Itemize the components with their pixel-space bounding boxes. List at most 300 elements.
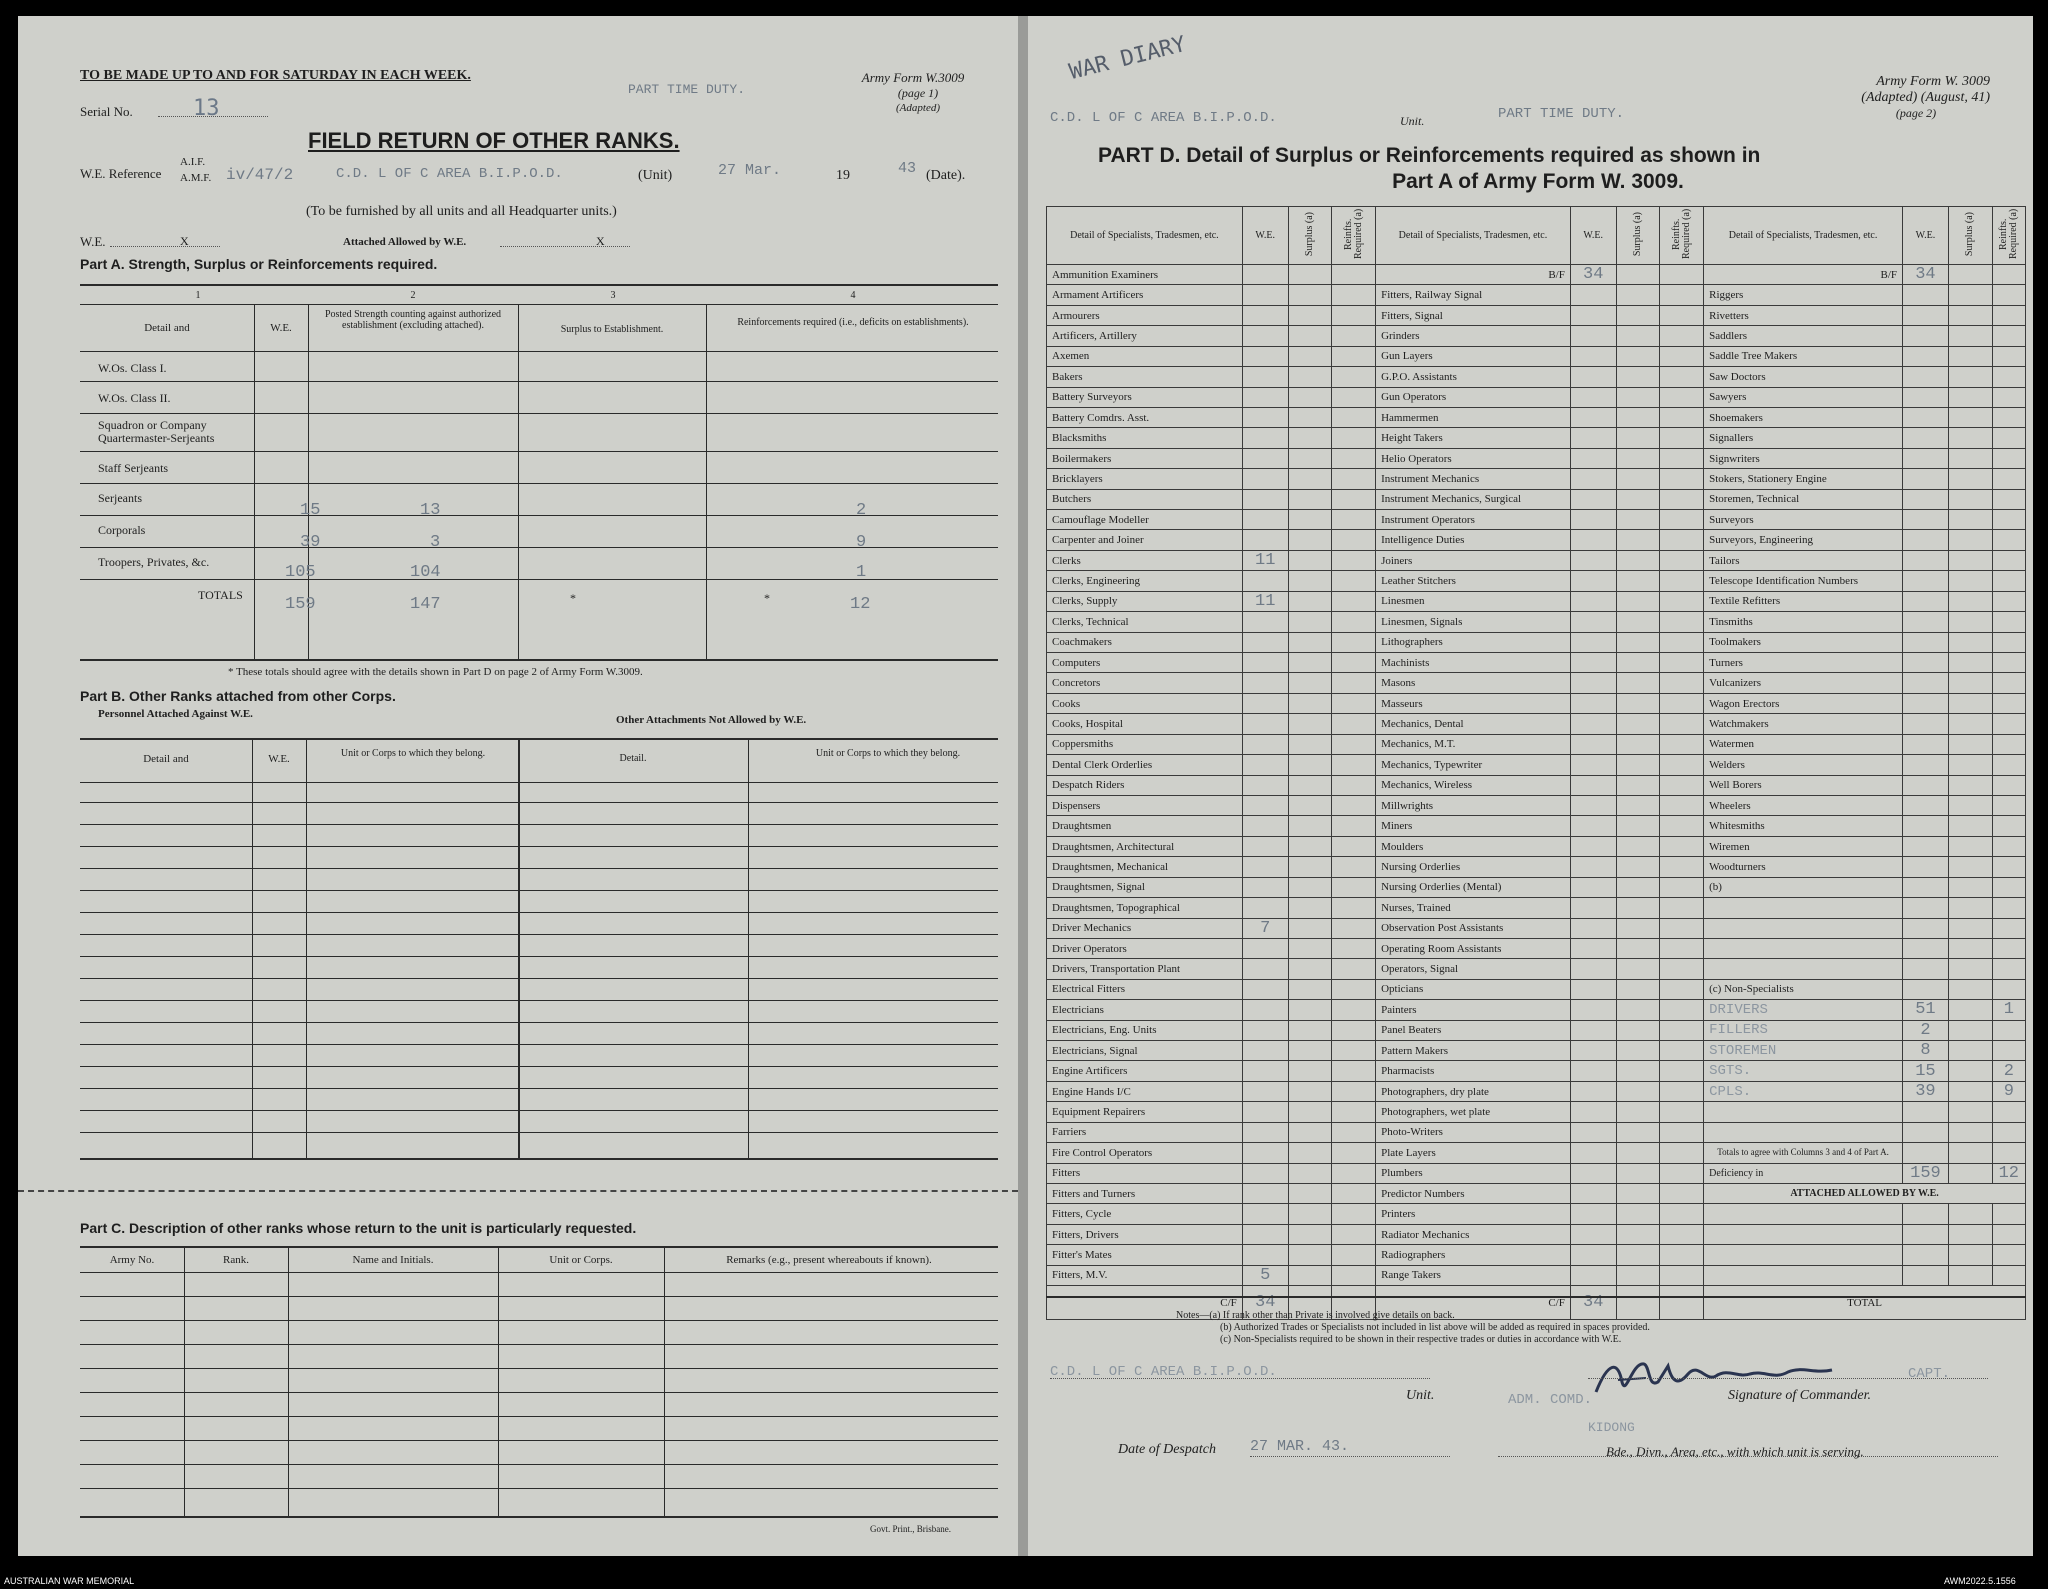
note-a: Notes—(a) If rank other than Private is involved give details on back. bbox=[1176, 1310, 1455, 1321]
sgt-we: 15 bbox=[300, 501, 321, 520]
specialist-we bbox=[1242, 877, 1288, 897]
specialist-name: Mechanics, Typewriter bbox=[1376, 755, 1571, 775]
table-row bbox=[1047, 653, 2026, 673]
specialist-we: 7 bbox=[1242, 918, 1288, 938]
table-row bbox=[1047, 1122, 2026, 1142]
specialist-surplus bbox=[1288, 469, 1332, 489]
specialist-surplus bbox=[1616, 795, 1660, 815]
specialist-reinf bbox=[1332, 1000, 1376, 1020]
specialist-surplus bbox=[1288, 1143, 1332, 1163]
specialist-name: Fire Control Operators bbox=[1047, 1143, 1243, 1163]
table-row bbox=[1047, 836, 2026, 856]
specialist-name: Draughtsmen, Mechanical bbox=[1047, 857, 1243, 877]
specialist-we bbox=[1242, 285, 1288, 305]
table-row bbox=[1047, 407, 2026, 427]
specialist-reinf bbox=[1992, 755, 2025, 775]
specialist-we bbox=[1242, 775, 1288, 795]
specialist-we bbox=[1903, 285, 1949, 305]
part-time-typed-2: PART TIME DUTY. bbox=[1498, 106, 1625, 122]
hdr-we-1: W.E. bbox=[1242, 207, 1288, 265]
specialist-surplus bbox=[1948, 367, 1992, 387]
total-label: TOTAL bbox=[1704, 1286, 2026, 1320]
specialist-surplus bbox=[1616, 1224, 1660, 1244]
specialist-reinf bbox=[1992, 816, 2025, 836]
footer-unit-line bbox=[1050, 1378, 1430, 1379]
table-row bbox=[1047, 1245, 2026, 1265]
specialist-we bbox=[1903, 816, 1949, 836]
amf-label: A.M.F. bbox=[180, 172, 212, 184]
specialist-surplus bbox=[1616, 1163, 1660, 1183]
specialist-surplus bbox=[1288, 632, 1332, 652]
specialist-reinf bbox=[1332, 898, 1376, 918]
specialist-we bbox=[1570, 877, 1616, 897]
specialist-surplus bbox=[1288, 816, 1332, 836]
specialist-reinf bbox=[1660, 285, 1704, 305]
table-row bbox=[1047, 816, 2026, 836]
part-c-title: Part C. Description of other ranks whose return to the unit is particularly requested. bbox=[80, 1220, 637, 1236]
specialist-surplus bbox=[1948, 550, 1992, 570]
specialist-surplus bbox=[1288, 1204, 1332, 1224]
specialist-reinf bbox=[1660, 510, 1704, 530]
specialist-surplus bbox=[1288, 1061, 1332, 1081]
non-specialist-name: DRIVERS bbox=[1704, 1000, 1903, 1020]
specialist-name: Butchers bbox=[1047, 489, 1243, 509]
specialist-surplus bbox=[1948, 428, 1992, 448]
cpl-we: 39 bbox=[300, 533, 321, 552]
specialist-reinf bbox=[1660, 632, 1704, 652]
specialist-reinf bbox=[1992, 469, 2025, 489]
specialist-surplus bbox=[1948, 755, 1992, 775]
specialist-name: Joiners bbox=[1376, 550, 1571, 570]
specialist-reinf bbox=[1332, 612, 1376, 632]
part-c-header-name: Name and Initials. bbox=[352, 1254, 434, 1266]
troopers-we: 105 bbox=[285, 563, 316, 582]
specialist-we bbox=[1903, 448, 1949, 468]
specialist-name: Radiographers bbox=[1376, 1245, 1571, 1265]
specialist-we bbox=[1242, 714, 1288, 734]
form-number-2: Army Form W. 3009 bbox=[1876, 74, 1990, 89]
serial-label: Serial No. bbox=[80, 104, 133, 119]
specialist-surplus bbox=[1288, 1000, 1332, 1020]
specialist-surplus bbox=[1616, 1041, 1660, 1061]
specialist-reinf bbox=[1332, 959, 1376, 979]
specialist-we bbox=[1242, 510, 1288, 530]
despatch-date-typed: 27 MAR. 43. bbox=[1250, 1438, 1350, 1455]
cf-label-2: C/F bbox=[1376, 1286, 1571, 1320]
specialist-we bbox=[1570, 1041, 1616, 1061]
specialist-name: Saddlers bbox=[1704, 326, 1903, 346]
specialist-reinf bbox=[1332, 1102, 1376, 1122]
specialist-we bbox=[1242, 1143, 1288, 1163]
year-typed: 43 bbox=[898, 160, 917, 177]
specialist-surplus bbox=[1288, 755, 1332, 775]
place-typed: KIDONG bbox=[1588, 1420, 1635, 1435]
table-row bbox=[1047, 1143, 2026, 1163]
specialist-surplus bbox=[1616, 1143, 1660, 1163]
specialist-name: Dental Clerk Orderlies bbox=[1047, 755, 1243, 775]
specialist-we bbox=[1242, 1245, 1288, 1265]
col-number-2: 2 bbox=[410, 290, 416, 301]
sgt-reinf: 2 bbox=[856, 501, 867, 520]
specialist-name: Photo-Writers bbox=[1376, 1122, 1571, 1142]
specialist-name: Surveyors, Engineering bbox=[1704, 530, 1903, 550]
table-row bbox=[1047, 775, 2026, 795]
specialist-surplus bbox=[1288, 367, 1332, 387]
specialist-name: Woodturners bbox=[1704, 857, 1903, 877]
specialist-name: Nurses, Trained bbox=[1376, 898, 1571, 918]
specialist-surplus bbox=[1288, 836, 1332, 856]
part-c-header-army-no: Army No. bbox=[109, 1254, 155, 1266]
specialist-reinf bbox=[1660, 795, 1704, 815]
specialist-name: Mechanics, Wireless bbox=[1376, 775, 1571, 795]
specialist-we bbox=[1570, 857, 1616, 877]
specialist-surplus bbox=[1948, 857, 1992, 877]
specialist-name: Predictor Numbers bbox=[1376, 1183, 1571, 1203]
footer-unit-typed: C.D. L OF C AREA B.I.P.O.D. bbox=[1050, 1364, 1277, 1380]
specialist-we bbox=[1903, 489, 1949, 509]
specialist-name: Boilermakers bbox=[1047, 448, 1243, 468]
table-row bbox=[1047, 591, 2026, 611]
specialist-we bbox=[1570, 755, 1616, 775]
date-day-typed: 27 Mar. bbox=[718, 162, 782, 179]
non-specialists-label: (c) Non-Specialists bbox=[1704, 979, 1903, 999]
specialist-reinf bbox=[1332, 877, 1376, 897]
unit-label: (Unit) bbox=[638, 168, 673, 183]
specialist-we bbox=[1903, 428, 1949, 448]
non-specialist-reinf: 9 bbox=[1992, 1081, 2025, 1101]
specialist-name: Draughtsmen, Topographical bbox=[1047, 898, 1243, 918]
specialist-reinf bbox=[1992, 836, 2025, 856]
specialist-name: Plumbers bbox=[1376, 1163, 1571, 1183]
specialist-name: Cooks bbox=[1047, 693, 1243, 713]
table-row bbox=[1047, 285, 2026, 305]
specialist-reinf bbox=[1332, 979, 1376, 999]
specialist-we bbox=[1242, 673, 1288, 693]
specialist-name: Saddle Tree Makers bbox=[1704, 346, 1903, 366]
specialist-name: Clerks, Technical bbox=[1047, 612, 1243, 632]
specialist-reinf bbox=[1332, 1245, 1376, 1265]
specialist-name: Clerks, Engineering bbox=[1047, 571, 1243, 591]
specialist-we bbox=[1903, 836, 1949, 856]
specialist-reinf bbox=[1660, 265, 1704, 285]
specialist-surplus bbox=[1948, 836, 1992, 856]
table-row bbox=[1047, 367, 2026, 387]
binding-gutter bbox=[1018, 16, 1028, 1556]
specialist-surplus bbox=[1948, 326, 1992, 346]
specialist-surplus bbox=[1616, 1000, 1660, 1020]
specialist-surplus bbox=[1616, 714, 1660, 734]
specialist-name: Intelligence Duties bbox=[1376, 530, 1571, 550]
specialist-name: Hammermen bbox=[1376, 407, 1571, 427]
non-specialist-we: 8 bbox=[1903, 1041, 1949, 1061]
signature-line bbox=[1588, 1378, 1988, 1379]
specialist-we bbox=[1242, 265, 1288, 285]
specialist-reinf bbox=[1660, 530, 1704, 550]
specialist-surplus bbox=[1948, 816, 1992, 836]
page-title: FIELD RETURN OF OTHER RANKS. bbox=[308, 128, 680, 153]
table-row bbox=[1047, 1061, 2026, 1081]
specialist-name: Moulders bbox=[1376, 836, 1571, 856]
specialist-surplus bbox=[1616, 653, 1660, 673]
specialist-we bbox=[1242, 612, 1288, 632]
specialist-reinf bbox=[1992, 285, 2025, 305]
specialist-surplus bbox=[1288, 979, 1332, 999]
specialist-reinf bbox=[1332, 1143, 1376, 1163]
specialist-reinf bbox=[1332, 285, 1376, 305]
specialist-reinf bbox=[1992, 448, 2025, 468]
specialist-we bbox=[1570, 305, 1616, 325]
specialist-reinf bbox=[1660, 673, 1704, 693]
specialist-surplus bbox=[1948, 530, 1992, 550]
specialist-we bbox=[1242, 1204, 1288, 1224]
table-row bbox=[1047, 959, 2026, 979]
specialist-reinf bbox=[1332, 673, 1376, 693]
specialist-we bbox=[1570, 693, 1616, 713]
specialist-name: Linesmen bbox=[1376, 591, 1571, 611]
specialist-name: Vulcanizers bbox=[1704, 673, 1903, 693]
specialist-reinf bbox=[1332, 1183, 1376, 1203]
troopers-reinf: 1 bbox=[856, 563, 867, 582]
specialist-we bbox=[1903, 326, 1949, 346]
specialist-name: Stokers, Stationery Engine bbox=[1704, 469, 1903, 489]
table-row bbox=[1047, 1000, 2026, 1020]
specialist-surplus bbox=[1616, 1183, 1660, 1203]
specialist-name: Armament Artificers bbox=[1047, 285, 1243, 305]
totals-note: * These totals should agree with the details shown in Part D on page 2 of Army Form W.3009. bbox=[228, 666, 643, 678]
specialist-we bbox=[1242, 305, 1288, 325]
specialist-we bbox=[1570, 1204, 1616, 1224]
specialist-surplus bbox=[1948, 448, 1992, 468]
specialist-surplus bbox=[1288, 428, 1332, 448]
specialist-surplus bbox=[1616, 407, 1660, 427]
specialist-we bbox=[1903, 530, 1949, 550]
specialist-we bbox=[1242, 1000, 1288, 1020]
specialist-name: Battery Comdrs. Asst. bbox=[1047, 407, 1243, 427]
archive-id: AWM2022.5.1556 bbox=[1944, 1576, 2016, 1586]
specialist-surplus bbox=[1288, 550, 1332, 570]
specialist-surplus bbox=[1948, 407, 1992, 427]
specialist-reinf bbox=[1660, 367, 1704, 387]
specialist-we bbox=[1570, 367, 1616, 387]
specialist-surplus bbox=[1288, 305, 1332, 325]
table-row bbox=[1047, 1224, 2026, 1244]
specialist-we bbox=[1242, 979, 1288, 999]
specialist-surplus bbox=[1288, 877, 1332, 897]
specialist-name: Coachmakers bbox=[1047, 632, 1243, 652]
attached-allowed-label: Attached Allowed by W.E. bbox=[343, 236, 467, 248]
col-header-surplus: Surplus to Establishment. bbox=[560, 324, 664, 335]
specialist-reinf bbox=[1660, 857, 1704, 877]
specialist-surplus bbox=[1948, 571, 1992, 591]
specialist-surplus bbox=[1616, 1286, 1660, 1320]
specialist-we bbox=[1242, 428, 1288, 448]
specialist-name: Operating Room Assistants bbox=[1376, 938, 1571, 958]
specialist-surplus bbox=[1616, 938, 1660, 958]
specialist-reinf bbox=[1992, 877, 2025, 897]
specialist-we bbox=[1242, 571, 1288, 591]
date-label: (Date). bbox=[926, 168, 966, 183]
specialist-we bbox=[1903, 407, 1949, 427]
specialist-surplus bbox=[1288, 489, 1332, 509]
table-row bbox=[1047, 571, 2026, 591]
specialist-name: Watchmakers bbox=[1704, 714, 1903, 734]
totals-reinf-value: 12 bbox=[1992, 1163, 2025, 1183]
col-header-posted: Posted Strength counting against authorized establishment (excluding attached). bbox=[324, 309, 502, 331]
specialist-surplus bbox=[1948, 346, 1992, 366]
hdr-surplus-1: Surplus (a) bbox=[1288, 207, 1332, 265]
specialist-surplus bbox=[1616, 1265, 1660, 1285]
specialist-reinf bbox=[1660, 387, 1704, 407]
specialist-we bbox=[1570, 571, 1616, 591]
non-specialist-we: 2 bbox=[1903, 1020, 1949, 1040]
specialist-we bbox=[1903, 795, 1949, 815]
specialist-surplus bbox=[1616, 571, 1660, 591]
specialist-surplus bbox=[1288, 1183, 1332, 1203]
specialist-we bbox=[1242, 367, 1288, 387]
specialist-name: Gun Layers bbox=[1376, 346, 1571, 366]
specialist-name: Leather Stitchers bbox=[1376, 571, 1571, 591]
specialist-reinf bbox=[1332, 693, 1376, 713]
specialist-we bbox=[1242, 653, 1288, 673]
specialist-we bbox=[1570, 714, 1616, 734]
specialist-reinf bbox=[1660, 346, 1704, 366]
specialist-name: Panel Beaters bbox=[1376, 1020, 1571, 1040]
specialist-reinf bbox=[1660, 816, 1704, 836]
specialist-we bbox=[1570, 387, 1616, 407]
cf-label-1: C/F bbox=[1047, 1286, 1243, 1320]
specialist-surplus bbox=[1288, 1163, 1332, 1183]
specialist-reinf bbox=[1332, 1163, 1376, 1183]
part-c-header-unit: Unit or Corps. bbox=[549, 1254, 613, 1266]
specialist-we bbox=[1570, 653, 1616, 673]
specialist-surplus bbox=[1616, 591, 1660, 611]
specialist-reinf bbox=[1332, 1224, 1376, 1244]
specialist-surplus bbox=[1616, 1081, 1660, 1101]
specialist-reinf bbox=[1660, 1224, 1704, 1244]
specialist-reinf bbox=[1660, 612, 1704, 632]
specialist-reinf bbox=[1660, 428, 1704, 448]
specialist-we bbox=[1242, 816, 1288, 836]
row-label-troopers: Troopers, Privates, &c. bbox=[98, 555, 210, 569]
specialist-surplus bbox=[1288, 857, 1332, 877]
row-label-wo2: W.Os. Class II. bbox=[98, 391, 171, 405]
specialist-reinf bbox=[1992, 407, 2025, 427]
specialist-surplus bbox=[1288, 775, 1332, 795]
non-specialist-reinf bbox=[1992, 1041, 2025, 1061]
specialist-reinf bbox=[1660, 1143, 1704, 1163]
specialist-name: Electricians, Eng. Units bbox=[1047, 1020, 1243, 1040]
specialist-reinf bbox=[1660, 959, 1704, 979]
specialist-we bbox=[1242, 489, 1288, 509]
specialist-we bbox=[1570, 1224, 1616, 1244]
specialist-surplus bbox=[1616, 673, 1660, 693]
specialist-name: Range Takers bbox=[1376, 1265, 1571, 1285]
specialist-reinf bbox=[1332, 265, 1376, 285]
specialist-name: Drivers, Transportation Plant bbox=[1047, 959, 1243, 979]
specialist-reinf bbox=[1660, 979, 1704, 999]
specialist-we bbox=[1903, 632, 1949, 652]
specialist-surplus bbox=[1288, 510, 1332, 530]
specialist-name: Fitter's Mates bbox=[1047, 1245, 1243, 1265]
printer-imprint: Govt. Print., Brisbane. bbox=[870, 1524, 951, 1534]
specialist-surplus bbox=[1288, 693, 1332, 713]
unit-typed: C.D. L OF C AREA B.I.P.O.D. bbox=[336, 166, 563, 182]
specialist-surplus bbox=[1948, 265, 1992, 285]
table-row bbox=[1047, 898, 2026, 918]
part-c-header-remarks: Remarks (e.g., present whereabouts if known). bbox=[726, 1254, 932, 1266]
totals-reinf: 12 bbox=[850, 595, 871, 614]
specialist-reinf bbox=[1332, 1204, 1376, 1224]
specialist-reinf bbox=[1660, 1245, 1704, 1265]
col-header-detail: Detail and bbox=[144, 322, 190, 334]
specialist-reinf bbox=[1332, 387, 1376, 407]
specialist-name: Printers bbox=[1376, 1204, 1571, 1224]
specialist-we bbox=[1242, 346, 1288, 366]
specialist-we bbox=[1242, 857, 1288, 877]
specialist-reinf bbox=[1660, 326, 1704, 346]
specialist-reinf bbox=[1660, 1265, 1704, 1285]
handwritten-war-diary: WAR DIARY bbox=[1066, 31, 1189, 86]
table-row bbox=[1047, 265, 2026, 285]
hdr-reinf-3: Reinfts. Required (a) bbox=[1992, 207, 2025, 265]
specialist-surplus bbox=[1616, 305, 1660, 325]
form-number: Army Form W.3009 bbox=[861, 70, 965, 85]
specialist-we bbox=[1570, 1081, 1616, 1101]
specialist-name: Tinsmiths bbox=[1704, 612, 1903, 632]
specialist-surplus bbox=[1288, 1102, 1332, 1122]
specialist-reinf bbox=[1660, 1000, 1704, 1020]
hdr-detail-2: Detail of Specialists, Tradesmen, etc. bbox=[1376, 207, 1571, 265]
specialist-name: Concretors bbox=[1047, 673, 1243, 693]
part-b-header-unit2: Unit or Corps to which they belong. bbox=[815, 748, 961, 759]
specialist-surplus bbox=[1616, 816, 1660, 836]
specialist-we bbox=[1570, 285, 1616, 305]
specialist-surplus bbox=[1616, 550, 1660, 570]
specialist-reinf bbox=[1660, 693, 1704, 713]
specialist-reinf bbox=[1660, 653, 1704, 673]
specialist-we bbox=[1570, 1163, 1616, 1183]
specialist-surplus bbox=[1948, 795, 1992, 815]
table-row bbox=[1047, 1183, 2026, 1203]
specialist-reinf bbox=[1660, 1041, 1704, 1061]
part-b-header-we: W.E. bbox=[268, 753, 290, 765]
specialist-reinf bbox=[1992, 265, 2025, 285]
specialist-surplus bbox=[1616, 285, 1660, 305]
specialist-name: Shoemakers bbox=[1704, 407, 1903, 427]
specialist-reinf bbox=[1992, 857, 2025, 877]
table-row bbox=[1047, 1163, 2026, 1183]
specialist-name: Fitters, M.V. bbox=[1047, 1265, 1243, 1285]
specialist-surplus bbox=[1616, 1020, 1660, 1040]
specialist-surplus bbox=[1288, 734, 1332, 754]
specialist-name: Radiator Mechanics bbox=[1376, 1224, 1571, 1244]
signature-rank-typed: CAPT. bbox=[1908, 1366, 1951, 1382]
specialist-we bbox=[1570, 898, 1616, 918]
specialist-name: Mechanics, Dental bbox=[1376, 714, 1571, 734]
archive-credit: AUSTRALIAN WAR MEMORIAL bbox=[4, 1576, 135, 1586]
specialist-reinf bbox=[1332, 653, 1376, 673]
table-row bbox=[1047, 1081, 2026, 1101]
specialist-we bbox=[1570, 795, 1616, 815]
specialist-reinf bbox=[1660, 714, 1704, 734]
specialist-reinf bbox=[1992, 428, 2025, 448]
part-a-title: Part A. Strength, Surplus or Reinforcements required. bbox=[80, 256, 438, 272]
bde-label: Bde., Divn., Area, etc., with which unit is serving. bbox=[1606, 1444, 1864, 1459]
specialist-reinf bbox=[1992, 775, 2025, 795]
specialist-we bbox=[1570, 448, 1616, 468]
specialist-surplus bbox=[1948, 469, 1992, 489]
specialist-we bbox=[1570, 428, 1616, 448]
